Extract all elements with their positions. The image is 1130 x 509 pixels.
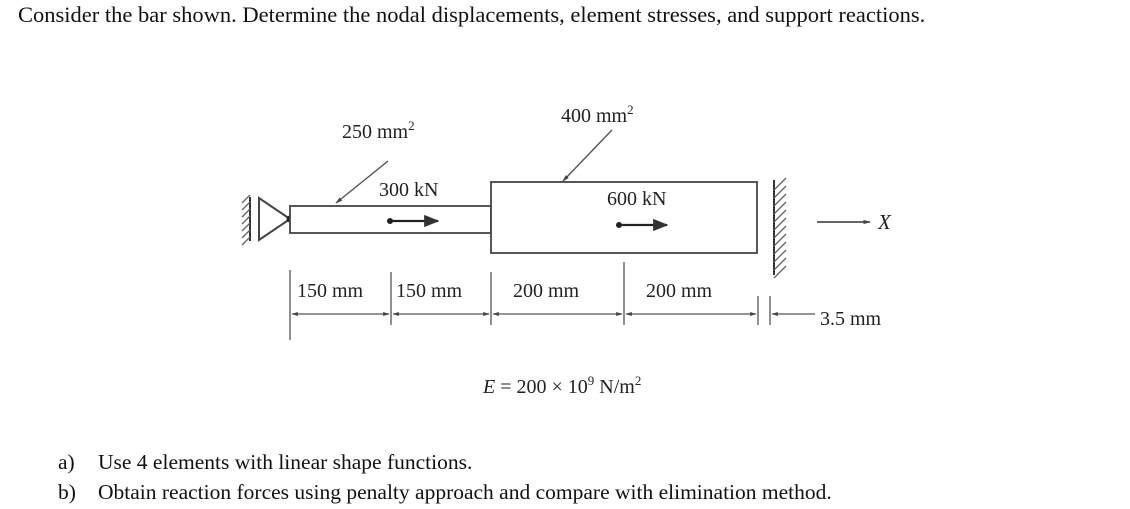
modulus-label: $E = 200 \times 10^9$ $N/m^2$	[483, 373, 642, 398]
problem-statement: Consider the bar shown. Determine the nodal displacements, element stresses, and support reactions.	[18, 2, 926, 27]
length-label-2: 150 mm	[396, 280, 463, 302]
area-leader-right	[563, 130, 612, 181]
length-label-3: 200 mm	[513, 280, 580, 302]
area-label-right: 400 $mm^2$	[561, 102, 634, 127]
task-a-text: Use 4 elements with linear shape functions.	[98, 450, 473, 474]
right-wall	[774, 178, 786, 278]
task-a	[58, 450, 472, 475]
area-label-left: 250 $mm^2$	[342, 118, 415, 143]
gap-label: 3.5 mm	[820, 308, 882, 330]
load-label-2: 600 kN	[607, 188, 667, 210]
length-label-4: 200 mm	[646, 280, 713, 302]
task-a-label: a)	[58, 450, 75, 474]
length-label-1: 150 mm	[297, 280, 364, 302]
task-b	[58, 480, 832, 505]
pin-support-left	[242, 195, 294, 245]
task-b-label: b)	[58, 480, 76, 504]
task-b-text: Obtain reaction forces using penalty approach and compare with elimination method.	[98, 480, 832, 504]
load-label-1: 300 kN	[379, 179, 439, 201]
x-axis-label: X	[878, 210, 891, 234]
